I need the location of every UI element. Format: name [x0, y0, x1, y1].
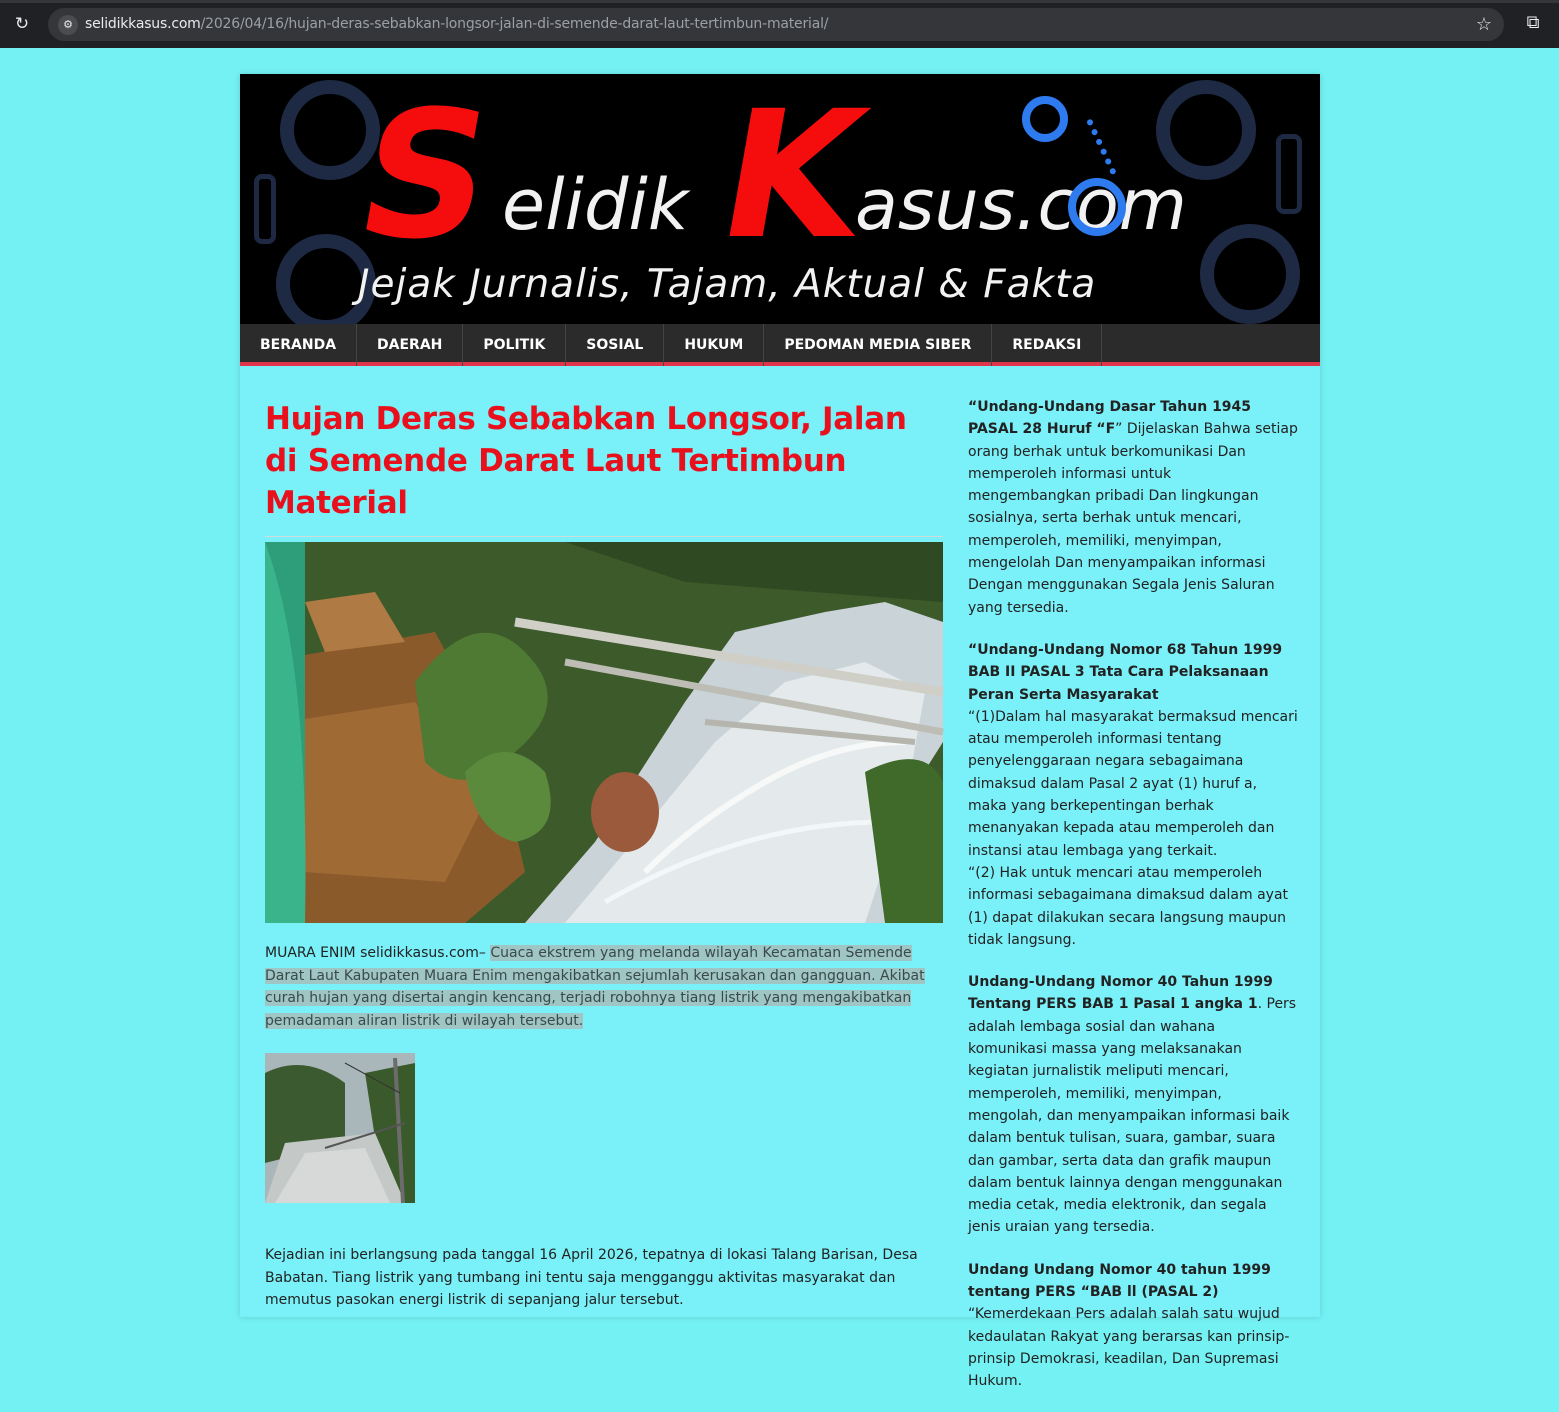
- nav-item-sosial[interactable]: SOSIAL: [566, 324, 664, 366]
- logo-letter-k: K: [706, 73, 879, 278]
- sidebar-block-uu-68-ayat-2: “(2) Hak untuk mencari atau memperoleh informasi sebagaimana dimaksud dalam ayat (1) dapat dilakukan secara langsung maupun tidak langsung.: [968, 864, 1289, 948]
- url-domain: selidikkasus.com: [85, 16, 201, 32]
- reload-icon[interactable]: ↻: [14, 14, 30, 34]
- site-info-icon[interactable]: ⚙: [58, 15, 78, 35]
- nav-item-beranda[interactable]: BERANDA: [240, 324, 357, 366]
- sidebar-block-uu-68-heading: “Undang-Undang Nomor 68 Tahun 1999 BAB II PASAL 3 Tata Cara Pelaksanaan Peran Serta Masyarakat: [968, 641, 1283, 703]
- fallen-pole-photo: [265, 1053, 415, 1203]
- address-bar[interactable]: [48, 8, 1504, 41]
- chain-left-icon: [254, 174, 276, 244]
- handcuff-right-bottom-icon: [1200, 224, 1300, 324]
- sidebar-block-uu-40-pasal-2-text: “Kemerdekaan Pers adalah salah satu wujud kedaulatan Rakyat yang berarsas kan prinsip-prinsip Demokrasi, keadilan, Dan Supremasi Hukum.: [968, 1306, 1290, 1390]
- main-navigation: [240, 324, 1320, 366]
- site-header-banner[interactable]: [240, 74, 1320, 324]
- article-lead-paragraph: [265, 942, 943, 1032]
- sidebar-block-uud-1945-text: ” Dijelaskan Bahwa setiap orang berhak untuk berkomunikasi Dan memperoleh informasi untuk mengembangkan pribadi Dan lingkungan sosialnya, serta berhak untuk mencari, memperoleh, memiliki, menyimpan, mengelolah Dan menyampaikan informasi Dengan menggunakan Segala Jenis Saluran yang tersedia.: [968, 421, 1298, 616]
- sidebar-block-uu-40-1999-pasal-2: [968, 1259, 1298, 1393]
- sidebar-block-uu-40-1999-pasal-1: [968, 971, 1298, 1239]
- sidebar-block-uu-40-pasal-2-heading: Undang Undang Nomor 40 tahun 1999 tentang PERS “BAB ll (PASAL 2): [968, 1261, 1271, 1300]
- lead-prefix: MUARA ENIM selidikkasus.com–: [265, 945, 491, 961]
- nav-item-redaksi[interactable]: REDAKSI: [992, 324, 1102, 366]
- logo-text-asus: asus.com: [855, 164, 1187, 246]
- landslide-photo: [265, 542, 943, 923]
- sidebar-block-uu-40-pasal-1-text: . Pers adalah lembaga sosial dan wahana komunikasi massa yang melaksanakan kegiatan jurnalistik meliputi mencari, memperoleh, memiliki, menyimpan, mengolah, dan menyampaikan informasi baik dalam bentuk tulisan, suara, gambar, suara dan gambar, serta data dan grafik maupun dalam bentuk lainnya dengan menggunakan media cetak, media elektronik, dan segala jenis uraian yang tersedia.: [968, 996, 1297, 1236]
- article-inline-image[interactable]: [265, 1053, 415, 1203]
- browser-toolbar: [0, 0, 1559, 48]
- url-path: /2026/04/16/hujan-deras-sebabkan-longsor-jalan-di-semende-darat-laut-tertimbun-material/: [200, 16, 829, 32]
- article-paragraph-2: Kejadian ini berlangsung pada tanggal 16 April 2026, tepatnya di lokasi Talang Barisan, Desa Babatan. Tiang listrik yang tumbang ini tentu saja mengganggu aktivitas masyarakat dan memutus pasokan energi listrik di sepanjang jalur tersebut.: [265, 1247, 918, 1308]
- article-featured-image[interactable]: [265, 542, 943, 923]
- nav-item-politik[interactable]: POLITIK: [463, 324, 566, 366]
- nav-item-pedoman-media-siber[interactable]: PEDOMAN MEDIA SIBER: [764, 324, 992, 366]
- chain-right-icon: [1276, 134, 1302, 214]
- logo-text-elidik: elidik: [502, 164, 689, 246]
- sidebar-block-uu-40-pasal-1-heading: Undang-Undang Nomor 40 Tahun 1999 Tentang PERS BAB 1 Pasal 1 angka 1: [968, 974, 1273, 1013]
- page-container: [240, 73, 1320, 1390]
- logo-letter-s: S: [344, 73, 507, 278]
- site-tagline: Jejak Jurnalis, Tajam, Aktual & Fakta: [358, 262, 1097, 307]
- url-text[interactable]: [85, 16, 828, 32]
- bookmark-star-icon[interactable]: ☆: [1475, 14, 1492, 35]
- sidebar-block-uud-1945-heading: “Undang-Undang Dasar Tahun 1945 PASAL 28 Huruf “F: [968, 399, 1252, 438]
- blue-handcuff-bottom-icon: [1068, 178, 1126, 236]
- nav-item-daerah[interactable]: DAERAH: [357, 324, 463, 366]
- sidebar: [968, 396, 1298, 1412]
- sidebar-block-uu-68-1999: [968, 639, 1298, 951]
- tab-strip-edge: [0, 0, 1559, 3]
- lead-highlighted-text: Cuaca ekstrem yang melanda wilayah Kecamatan Semende Darat Laut Kabupaten Muara Enim mengakibatkan sejumlah kerusakan dan gangguan. Akibat curah hujan yang disertai angin kencang, terjadi robohnya tiang listrik yang mengakibatkan pemadaman aliran listrik di wilayah tersebut.: [265, 945, 925, 1029]
- article-title: Hujan Deras Sebabkan Longsor, Jalan di Semende Darat Laut Tertimbun Material: [265, 401, 907, 521]
- extensions-icon[interactable]: ⧉: [1526, 12, 1540, 33]
- article: [265, 398, 943, 1308]
- nav-item-hukum[interactable]: HUKUM: [664, 324, 764, 366]
- sidebar-block-uud-1945: [968, 396, 1298, 619]
- sidebar-block-uu-68-ayat-1: “(1)Dalam hal masyarakat bermaksud mencari atau memperoleh informasi tentang penyelenggaraan negara sebagaimana dimaksud dalam Pasal 2 ayat (1) huruf a, maka yang berkepentingan berhak menanyakan kepada atau memperoleh dan instansi atau lembaga yang terkait.: [968, 708, 1298, 859]
